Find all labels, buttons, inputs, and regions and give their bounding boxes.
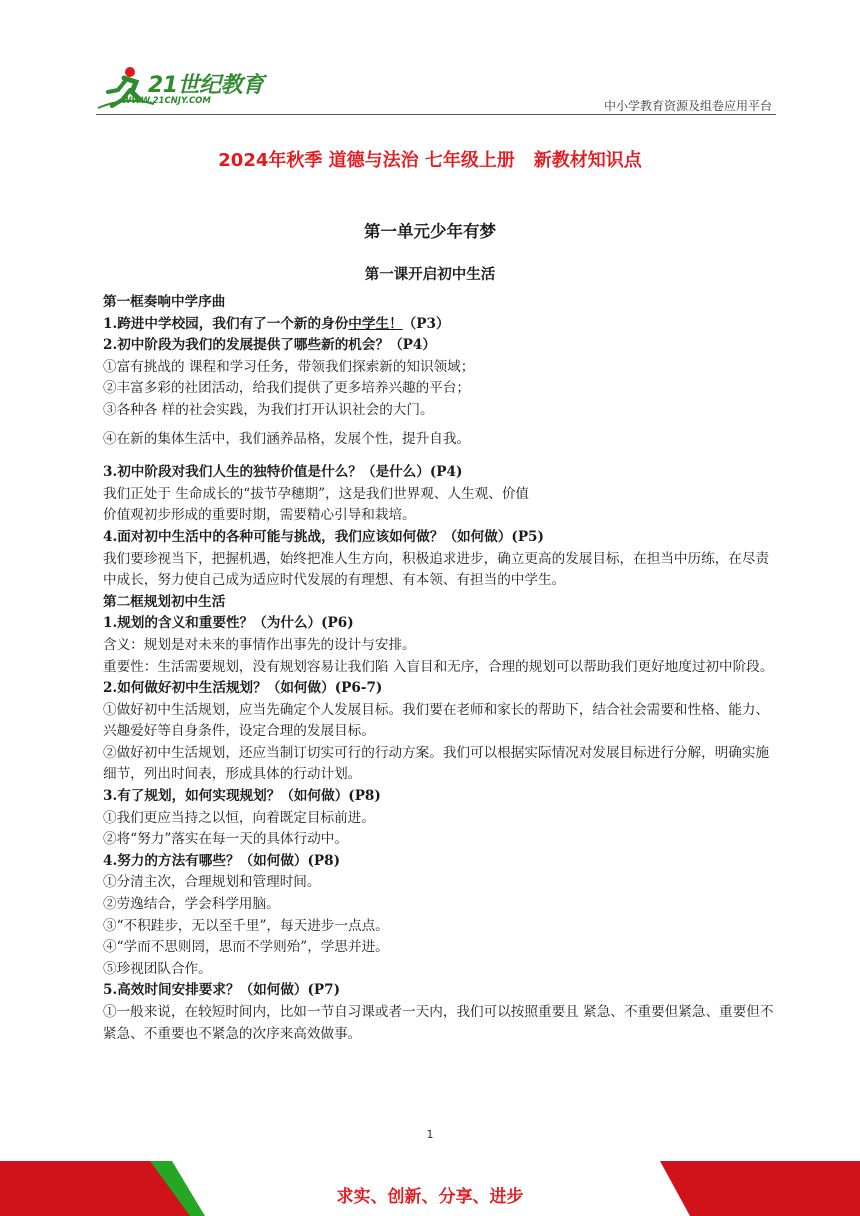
answer-line: ①分清主次，合理规划和管理时间。 [103, 874, 321, 891]
answer-line: ②丰富多彩的社团活动，给我们提供了更多培养兴趣的平台； [103, 380, 471, 397]
logo-text: 21世纪教育 [148, 73, 264, 98]
answer-line: 价值观初步形成的重要时期，需要精心引导和栽培。 [103, 507, 416, 524]
question-3: 3.初中阶段对我们人生的独特价值是什么？（是什么）(P4) [103, 464, 463, 481]
page-footer [0, 1161, 860, 1216]
question-4: 4.面对初中生活中的各种可能与挑战，我们应该如何做？（如何做）(P5) [103, 528, 544, 545]
section-heading: 第一框奏响中学序曲 [103, 294, 226, 310]
lesson-title: 第一课开启初中生活 [364, 267, 496, 283]
question-1-page: （P3） [402, 315, 450, 332]
answer-paragraph: 我们要珍视当下，把握机遇，始终把准人生方向，积极追求进步，确立更高的发展目标，在担当中历练，在尽责中成长，努力使自己成为适应时代发展的有理想、有本领、有担当的中学生。 [103, 550, 770, 589]
unit-title: 第一单元少年有梦 [364, 222, 496, 241]
header-divider [96, 114, 776, 115]
answer-paragraph: 重要性：生活需要规划，没有规划容易让我们陷 入盲目和无序，合理的规划可以帮助我们更好地度过初中阶段。 [103, 658, 774, 675]
question-1-answer: 中学生！ [348, 315, 403, 332]
answer-paragraph: ①一般来说，在较短时间内，比如一节自习课或者一天内，我们可以按照重要且 紧急、不重要但紧急、重要但不紧急、不重要也不紧急的次序来高效做事。 [103, 1004, 774, 1042]
answer-paragraph: ①做好初中生活规划，应当先确定个人发展目标。我们要在老师和家长的帮助下，结合社会需要和性格、能力、兴趣爱好等自身条件，设定合理的发展目标。 [103, 701, 770, 740]
answer-line: ①我们更应当持之以恒，向着既定目标前进。 [103, 809, 375, 826]
answer-line: 我们正处于 生命成长的“拔节孕穗期”，这是我们世界观、人生观、价值 [103, 485, 530, 502]
document-title: 2024年秋季 道德与法治 七年级上册 新教材知识点 [218, 150, 642, 171]
answer-line: ⑤珍视团队合作。 [103, 960, 212, 977]
answer-line: ①富有挑战的 课程和学习任务，带领我们探索新的知识领域； [103, 358, 475, 375]
logo [96, 66, 266, 112]
answer-line: 含义：规划是对未来的事情作出事先的设计与安排。 [103, 636, 416, 653]
plan-question-5: 5.高效时间安排要求？（如何做）(P7) [103, 982, 341, 999]
platform-label: 中小学教育资源及组卷应用平台 [603, 99, 772, 113]
logo-url: WWW.21CNJY.COM [122, 96, 211, 106]
plan-question-3: 3.有了规划，如何实现规划？（如何做）(P8) [103, 788, 381, 805]
question-2: 2.初中阶段为我们的发展提供了哪些新的机会？（P4） [103, 337, 436, 354]
plan-question-4: 4.努力的方法有哪些？（如何做）(P8) [103, 852, 341, 869]
answer-line: ③“不积跬步，无以至千里”，每天进步一点点。 [103, 917, 389, 934]
document-body [103, 292, 779, 1045]
answer-line: ②劳逸结合，学会科学用脑。 [103, 896, 280, 913]
plan-question-1: 1.规划的含义和重要性？（为什么）(P6) [103, 615, 354, 632]
page-number: 1 [426, 1128, 434, 1141]
footer-slogan: 求实、创新、分享、进步 [336, 1187, 524, 1207]
question-1 [103, 314, 779, 336]
answer-line: ④“学而不思则罔，思而不学则殆”，学思并进。 [103, 939, 389, 956]
answer-paragraph: ②做好初中生活规划，还应当制订切实可行的行动方案。我们可以根据实际情况对发展目标进行分解，明确实施细节，列出时间表，形成具体的行动计划。 [103, 744, 770, 783]
page-header [0, 0, 860, 120]
question-1-text: 1.跨进中学校园，我们有了一个新的身份 [103, 315, 349, 332]
answer-line: ②将“努力”落实在每一天的具体行动中。 [103, 831, 348, 848]
section-heading: 第二框规划初中生活 [103, 593, 226, 610]
answer-line: ④在新的集体生活中，我们涵养品格，发展个性，提升自我。 [103, 430, 471, 447]
plan-question-2: 2.如何做好初中生活规划？（如何做）(P6-7) [103, 680, 383, 697]
answer-line: ③各种各 样的社会实践，为我们打开认识社会的大门。 [103, 401, 434, 418]
